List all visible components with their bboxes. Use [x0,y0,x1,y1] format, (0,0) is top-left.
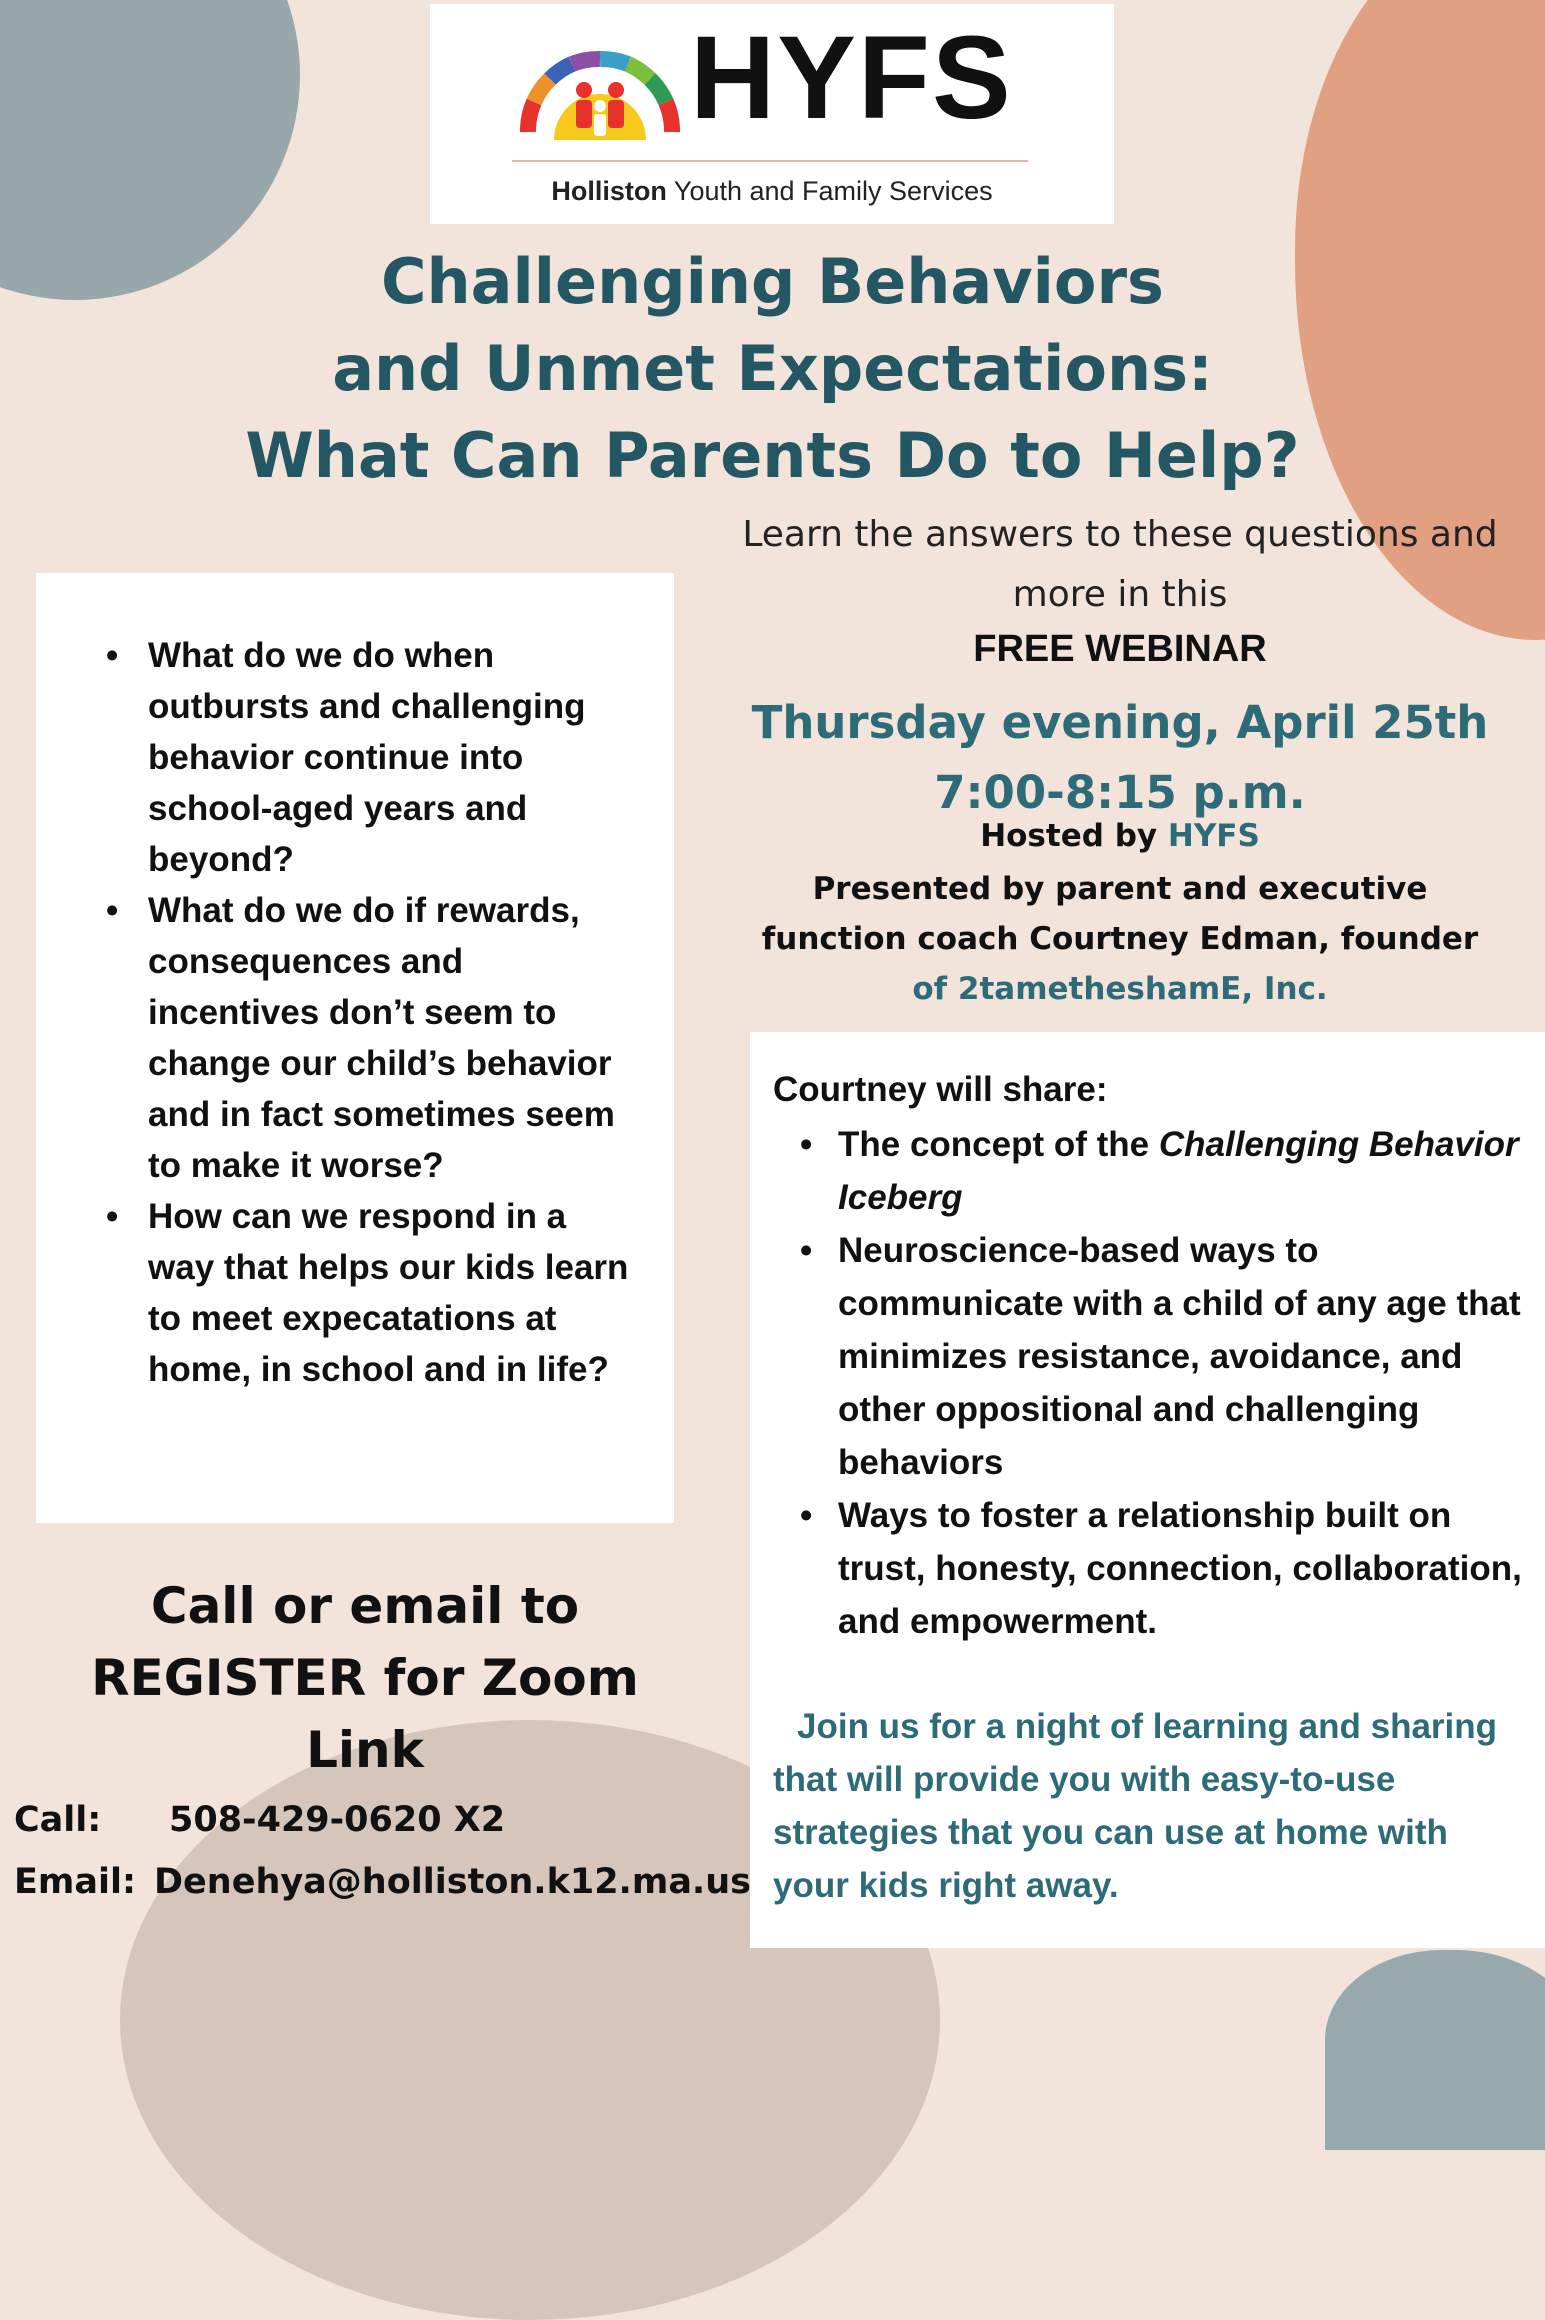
presenter-line-2: function coach Courtney Edman, founder [761,921,1479,957]
free-webinar-label: FREE WEBINAR [973,628,1267,670]
contact-email [14,1862,751,1902]
question-item: • How can we respond in a way that helps our kids learn to meet expecatations at home, in school and in life? [76,1191,636,1395]
phone-number[interactable]: 508-429-0620 X2 [169,1800,506,1840]
intro-line-1: Learn the answers to these questions and [742,514,1498,555]
page-title [0,238,1545,499]
questions-list [76,630,636,1395]
logo-card [430,4,1114,224]
share-item-1-italic: Challenging Behavior Iceberg [838,1125,1519,1217]
intro-line-2: more in this [1012,574,1228,615]
register-cta [70,1570,660,1786]
logo-wordmark: HYFS [690,12,1013,144]
logo-divider [512,160,1028,162]
share-item-1-prefix: The concept of the [838,1125,1159,1164]
join-us-body: Join us for a night of learning and sharing that will provide you with easy-to-use strategies that you can use at home with your kids right away. [773,1707,1498,1905]
presenter-info [740,864,1500,1014]
intro-text [740,505,1500,625]
hosted-org: HYFS [1167,818,1260,854]
title-line-3: What Can Parents Do to Help? [245,419,1300,492]
share-heading: Courtney will share: [773,1070,1108,1109]
share-item: • Ways to foster a relationship built on trust, honesty, connection, collaboration, and empowerment. [790,1489,1530,1648]
event-datetime [740,688,1500,828]
decorative-blob-bottom-right [1325,1950,1545,2150]
share-item [790,1118,1530,1224]
join-us-text [773,1700,1533,1912]
cta-line-2: REGISTER for Zoom [91,1649,639,1707]
phone-label: Call: [14,1800,102,1840]
cta-line-3: Link [306,1721,424,1779]
contact-phone [14,1800,505,1840]
title-line-2: and Unmet Expectations: [332,332,1213,405]
logo-org-bold: Holliston [551,176,667,206]
question-item: • What do we do when outbursts and challenging behavior continue into school-aged years and beyond? [76,630,636,885]
presenter-line-1: Presented by parent and executive [812,871,1428,907]
logo-org-name [430,176,1114,207]
event-time: 7:00-8:15 p.m. [934,766,1306,819]
presenter-line-3: of 2tametheshamE, Inc. [912,971,1328,1007]
question-item: • What do we do if rewards, consequences and incentives don’t seem to change our child’s behavior and in fact sometimes seem to make it worse? [76,885,636,1191]
email-address[interactable]: Denehya@holliston.k12.ma.us [154,1862,751,1902]
title-line-1: Challenging Behaviors [381,245,1164,318]
share-item: • Neuroscience-based ways to communicate with a child of any age that minimizes resistance, avoidance, and other oppositional and challenging behaviors [790,1224,1530,1489]
hosted-prefix: Hosted by [980,818,1158,854]
email-label: Email: [14,1862,136,1902]
logo-org-rest: Youth and Family Services [673,176,993,206]
cta-line-1: Call or email to [150,1577,580,1635]
rainbow-family-icon [510,32,690,142]
hosted-by [740,818,1500,854]
share-list [790,1118,1530,1648]
event-date: Thursday evening, April 25th [751,696,1489,749]
